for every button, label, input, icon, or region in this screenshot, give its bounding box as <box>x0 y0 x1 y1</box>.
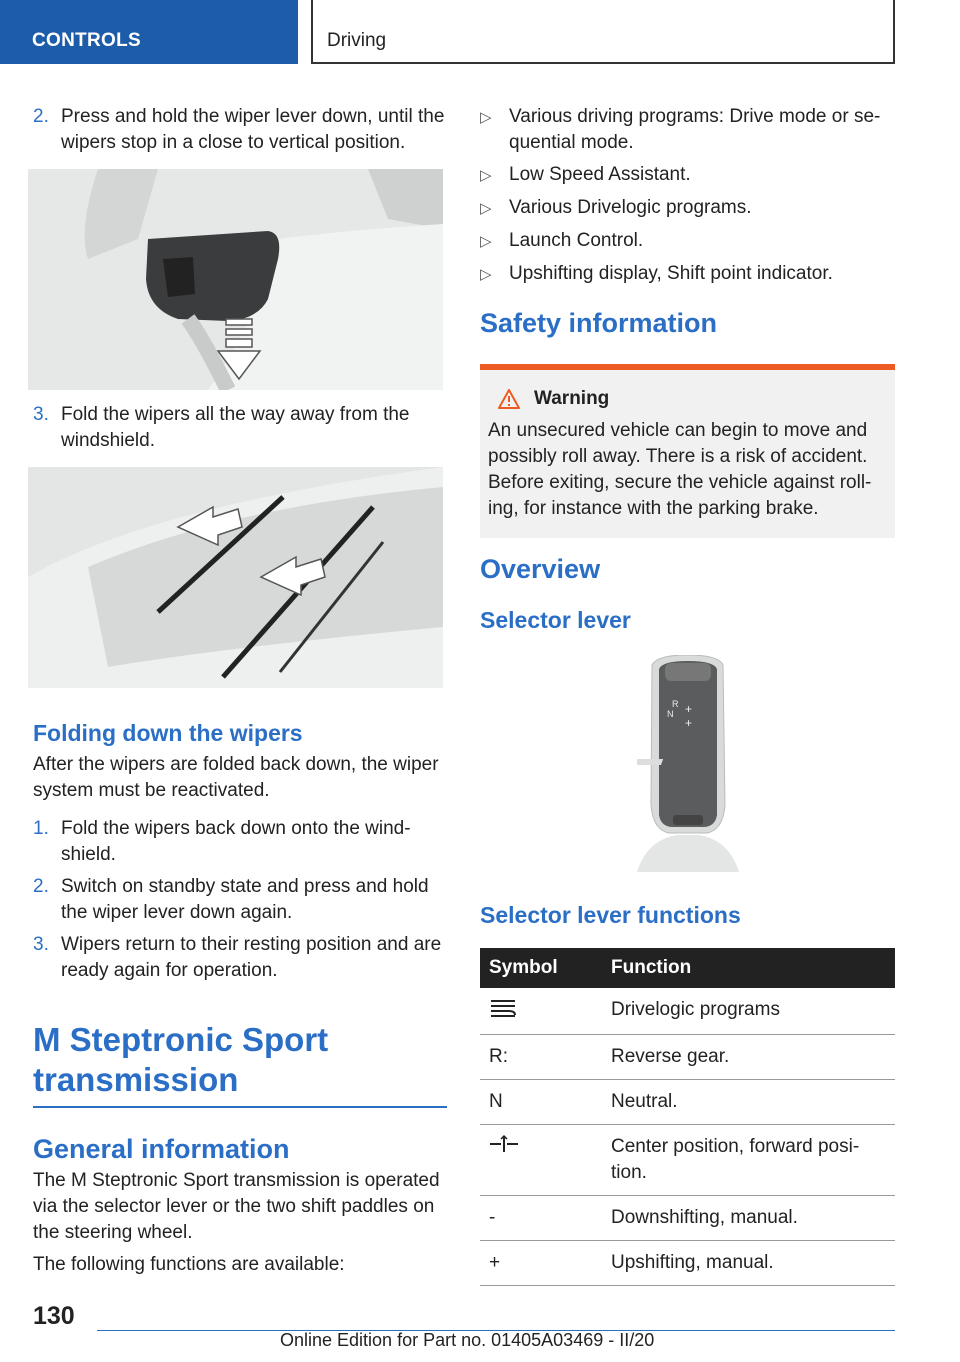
table-header-row <box>480 948 895 988</box>
triangle-bullet-icon: ▷ <box>480 233 492 250</box>
svg-text:+: + <box>685 716 693 730</box>
svg-text:+: + <box>685 702 693 716</box>
table-row <box>480 1035 895 1080</box>
triangle-bullet-icon: ▷ <box>480 109 492 126</box>
warning-title: Warning <box>534 388 610 409</box>
table-row <box>480 1080 895 1125</box>
general-text: The M Steptronic Sport transmission is operated via the selector lever or the two shift paddles on the steering wheel. <box>33 1170 440 1243</box>
list-item <box>480 261 895 288</box>
warning-header <box>488 388 887 410</box>
svg-text:R: R <box>672 699 679 709</box>
overview-section <box>480 552 895 635</box>
folding-text: After the wipers are folded back down, the wiper system must be reactivated. <box>33 754 439 801</box>
function-cell: Downshifting, manual. <box>602 1196 895 1241</box>
section-title: CONTROLS <box>32 30 142 51</box>
bullet-text: Various Drivelogic programs. <box>509 197 752 218</box>
functions-heading: Selector lever functions <box>480 902 741 928</box>
edition-note: Online Edition for Part no. 01405A03469 - II/20 <box>280 1330 655 1350</box>
table-row <box>480 988 895 1035</box>
triangle-bullet-icon: ▷ <box>480 167 492 184</box>
folding-section <box>33 718 447 990</box>
symbol-cell: - <box>480 1196 602 1241</box>
symbol-cell <box>480 988 602 1035</box>
symbol-cell <box>480 1125 602 1196</box>
wiper-lever-figure <box>28 169 443 390</box>
symbol-cell: R: <box>480 1035 602 1080</box>
bullet-text: Low Speed Assistant. <box>509 164 691 185</box>
table-row <box>480 1125 895 1196</box>
step-number: 3. <box>33 404 49 425</box>
warning-triangle-icon <box>498 389 520 409</box>
step-number: 3. <box>33 934 49 955</box>
folding-heading: Folding down the wipers <box>33 720 303 746</box>
drivelogic-icon <box>489 997 517 1017</box>
list-item <box>480 162 895 189</box>
warning-box <box>480 364 895 538</box>
function-column-header: Function <box>602 948 895 988</box>
table-row <box>480 1241 895 1286</box>
step-text: Wipers return to their resting position and are ready again for operation. <box>61 934 442 981</box>
safety-section <box>480 306 895 538</box>
list-item <box>480 104 895 156</box>
step-2 <box>33 104 447 162</box>
folding-steps <box>33 816 447 984</box>
step-text: Fold the wipers back down onto the wind‐shield. <box>61 818 411 865</box>
table-row <box>480 1196 895 1241</box>
chapter-tab <box>311 0 895 64</box>
general-heading: General information <box>33 1134 290 1164</box>
bullet-text: Various driving programs: Drive mode or se‐quential mode. <box>509 106 881 153</box>
list-item <box>480 195 895 222</box>
triangle-bullet-icon: ▷ <box>480 200 492 217</box>
function-cell: Drivelogic programs <box>602 988 895 1035</box>
symbol-cell: + <box>480 1241 602 1286</box>
overview-heading: Overview <box>480 554 601 584</box>
wipers-folded-figure <box>28 467 443 688</box>
selector-lever-figure <box>637 655 739 872</box>
step-number: 1. <box>33 818 49 839</box>
step-3 <box>33 402 447 460</box>
step-number: 2. <box>33 876 49 897</box>
bullet-text: Upshifting display, Shift point indicator. <box>509 263 833 284</box>
function-bullets <box>480 104 895 294</box>
section-heading: M Steptronic Sport transmission <box>33 1020 447 1108</box>
selector-heading: Selector lever <box>480 607 631 633</box>
function-cell: Upshifting, manual. <box>602 1241 895 1286</box>
warning-text: An unsecured vehicle can begin to move and possibly roll away. There is a risk of accident. Before exiting, secure the vehicle against roll‐ing, for instance with the parking brake. <box>488 420 872 519</box>
list-item <box>33 874 447 926</box>
list-item <box>33 816 447 868</box>
section-tab <box>0 0 298 64</box>
functions-intro: The following functions are available: <box>33 1254 345 1275</box>
functions-table <box>480 948 895 1286</box>
list-item <box>480 228 895 255</box>
list-item <box>33 932 447 984</box>
bullet-text: Launch Control. <box>509 230 644 251</box>
symbol-cell: N <box>480 1080 602 1125</box>
svg-text:N: N <box>667 709 674 719</box>
triangle-bullet-icon: ▷ <box>480 266 492 283</box>
page-number: 130 <box>33 1302 75 1330</box>
symbol-column-header: Symbol <box>480 948 602 988</box>
function-cell: Neutral. <box>602 1080 895 1125</box>
safety-heading: Safety information <box>480 308 718 338</box>
step-text: Press and hold the wiper lever down, until the wipers stop in a close to vertical position. <box>61 106 445 153</box>
center-position-icon <box>489 1134 519 1154</box>
function-cell: Reverse gear. <box>602 1035 895 1080</box>
m-steptronic-section <box>33 1020 447 1278</box>
function-cell: Center position, forward posi‐tion. <box>602 1125 895 1196</box>
functions-section <box>480 900 895 1286</box>
step-number: 2. <box>33 106 49 127</box>
step-text: Fold the wipers all the way away from the windshield. <box>61 404 410 451</box>
step-text: Switch on standby state and press and hold the wiper lever down again. <box>61 876 429 923</box>
chapter-title: Driving <box>327 30 387 51</box>
